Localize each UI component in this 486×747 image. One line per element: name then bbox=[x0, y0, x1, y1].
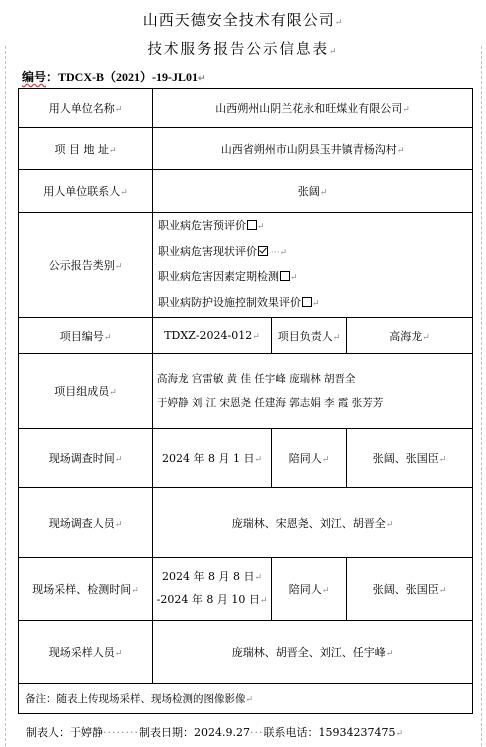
survey-time-label: 现场调查时间↵ bbox=[19, 429, 153, 488]
category-option-periodic-testing: 职业病危害因素定期检测 ↵ bbox=[158, 270, 298, 283]
address-value: 山西省朔州市山阴县玉井镇青杨沟村↵ bbox=[153, 128, 473, 170]
sampling-escort-label: 陪同人↵ bbox=[272, 558, 347, 621]
sampling-time-value: 2024 年 8 月 8 日↵ -2024 年 8 月 10 日↵ bbox=[153, 558, 272, 621]
contact-value: 张阔↵ bbox=[153, 170, 473, 213]
report-category-options bbox=[153, 213, 473, 318]
document-code-label: 编号 bbox=[22, 70, 47, 84]
project-lead-label: 项目负责人↵ bbox=[272, 318, 347, 354]
row-note bbox=[19, 684, 473, 714]
project-no-label: 项目编号↵ bbox=[19, 318, 153, 354]
row-members bbox=[19, 354, 473, 429]
row-employer-name bbox=[19, 89, 473, 128]
category-option-pre-assessment: 职业病危害预评价 ↵ bbox=[158, 219, 265, 232]
sampling-escort-value: 张阔、张国臣↵ bbox=[347, 558, 473, 621]
form-title: 技术服务报告公示信息表↵ bbox=[147, 42, 339, 58]
row-sampling-time bbox=[19, 558, 473, 621]
row-sampling-staff bbox=[19, 621, 473, 684]
row-contact bbox=[19, 170, 473, 213]
sampling-staff-value: 庞瑞林、胡晋全、刘江、任宇峰↵ bbox=[153, 621, 473, 684]
report-category-label: 公示报告类别↵ bbox=[19, 213, 153, 318]
page-margin-guide-left bbox=[5, 46, 6, 746]
maker-value: 于婷静 bbox=[70, 726, 103, 739]
survey-staff-label: 现场调查人员↵ bbox=[19, 488, 153, 558]
members-label: 项目组成员↵ bbox=[19, 354, 153, 429]
sampling-time-label: 现场采样、检测时间↵ bbox=[19, 558, 153, 621]
address-label: 项 目 地 址↵ bbox=[19, 128, 153, 170]
note: 备注：随表上传现场采样、现场检测的图像影像↵ bbox=[19, 684, 473, 714]
phone-label: 联系电话： bbox=[263, 726, 319, 739]
survey-staff-value: 庞瑞林、宋恩尧、刘江、胡晋全↵ bbox=[153, 488, 473, 558]
checkbox-icon[interactable] bbox=[247, 220, 257, 230]
page-margin-guide-right bbox=[481, 46, 482, 746]
project-no-value: TDXZ-2024-012↵ bbox=[153, 318, 272, 354]
sampling-staff-label: 现场采样人员↵ bbox=[19, 621, 153, 684]
row-project-no bbox=[19, 318, 473, 354]
document-code: 编号：TDCX-B（2021）-19-JL01↵ bbox=[22, 70, 206, 84]
company-title: 山西天德安全技术有限公司↵ bbox=[142, 11, 344, 29]
survey-escort-value: 张阔、张国臣↵ bbox=[347, 429, 473, 488]
members-value bbox=[153, 354, 473, 429]
survey-time-value: 2024 年 8 月 1 日↵ bbox=[153, 429, 272, 488]
footer: 制表人：于婷静········制表日期：2024.9.27···联系电话：15934237475↵ bbox=[26, 726, 403, 739]
employer-name-value: 山西朔州山阴兰花永和旺煤业有限公司↵ bbox=[153, 89, 473, 128]
employer-name-label: 用人单位名称↵ bbox=[19, 89, 153, 128]
category-option-status-assessment: 职业病危害现状评价 ···↵ bbox=[158, 244, 287, 258]
date-label: 制表日期： bbox=[138, 726, 194, 739]
row-address bbox=[19, 128, 473, 170]
contact-label: 用人单位联系人↵ bbox=[19, 170, 153, 213]
row-report-category bbox=[19, 213, 473, 318]
members-line-1: 高海龙 宫雷敏 黄 佳 任宇峰 庞瑞林 胡晋全 bbox=[157, 373, 356, 385]
checkbox-checked-icon[interactable] bbox=[258, 246, 268, 256]
row-survey-staff bbox=[19, 488, 473, 558]
date-value: 2024.9.27 bbox=[193, 726, 250, 739]
phone-value: 15934237475 bbox=[318, 726, 396, 739]
members-line-2: 于婷静 刘 江 宋恩尧 任建海 郭志娟 李 霞 张芳芳 bbox=[157, 397, 384, 409]
info-table bbox=[18, 88, 473, 714]
row-survey-time bbox=[19, 429, 473, 488]
category-option-control-effect: 职业病防护设施控制效果评价 ↵ bbox=[158, 295, 320, 309]
checkbox-icon[interactable] bbox=[302, 297, 312, 307]
checkbox-icon[interactable] bbox=[280, 271, 290, 281]
project-lead-value: 高海龙↵ bbox=[347, 318, 473, 354]
document-code-value: ：TDCX-B（2021）-19-JL01 bbox=[46, 70, 199, 84]
maker-label: 制表人： bbox=[26, 726, 70, 739]
survey-escort-label: 陪同人↵ bbox=[272, 429, 347, 488]
